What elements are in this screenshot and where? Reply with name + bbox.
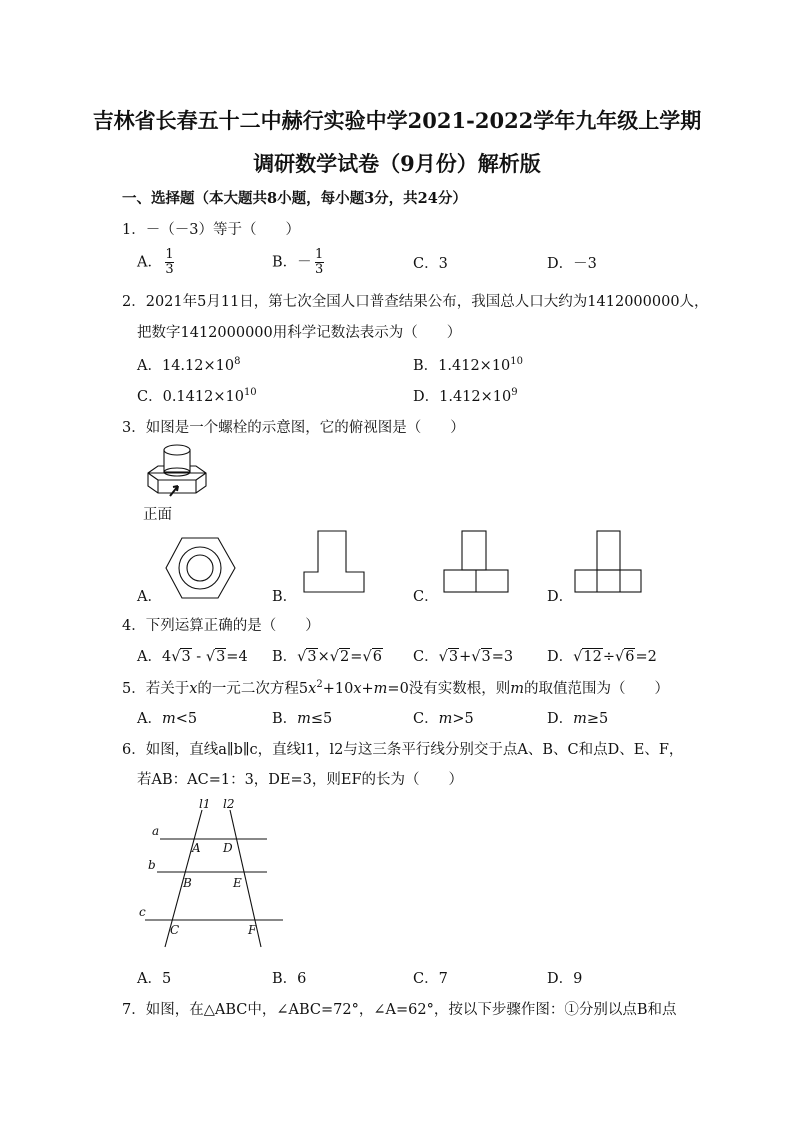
question-4-stem: 4．下列运算正确的是（ ）: [122, 618, 320, 634]
q3-option-a[interactable]: A．: [137, 589, 162, 605]
label-l1: l1: [199, 797, 211, 811]
question-6-stem-1: 6．如图，直线a∥b∥c，直线l1，l2与这三条平行线分别交于点A、B、C和点D、E、F，: [122, 742, 684, 758]
q1-option-a[interactable]: A． $\frac{1}{3}$: [137, 247, 174, 277]
page-title-line-1: 吉林省长春五十二中赫行实验中学2021-2022学年九年级上学期: [92, 108, 702, 133]
page-title-line-2: 调研数学试卷（9月份）解析版: [253, 151, 541, 176]
q6-option-c[interactable]: C．7: [413, 971, 448, 987]
point-C: C: [170, 923, 180, 937]
label-b: b: [148, 858, 156, 872]
question-2-stem-1: 2．2021年5月11日，第七次全国人口普查结果公布，我国总人口大约为1412000000人，: [122, 294, 709, 310]
section-heading: 一、选择题（本大题共8小题，每小题3分，共24分）: [122, 190, 467, 207]
label-a: a: [152, 824, 160, 838]
q2-option-d[interactable]: D．$1.412\times 10^9$: [413, 387, 518, 405]
question-2-stem-2: 把数字1412000000用科学记数法表示为（ ）: [137, 325, 462, 341]
question-1-stem: 1．－（－3）等于（ ）: [122, 222, 300, 238]
label-l2: l2: [223, 797, 235, 811]
q4-option-d[interactable]: D．√12÷√6=2: [547, 649, 657, 665]
q1-option-d[interactable]: D．－3: [547, 256, 597, 272]
q4-option-a[interactable]: A．4√3 - √3=4: [137, 649, 248, 665]
q4-option-b[interactable]: B．√3×√2=√6: [272, 649, 382, 665]
q2-option-a[interactable]: A．$14.12\times 10^8$: [137, 356, 241, 374]
fraction: $\frac{1}{3}$: [165, 247, 174, 277]
question-3-stem: 3．如图是一个螺栓的示意图，它的俯视图是（ ）: [122, 420, 465, 436]
three-box-figure: [574, 530, 642, 594]
q3-option-d[interactable]: D．: [547, 589, 574, 605]
q5-option-c[interactable]: C．m>5: [413, 711, 474, 727]
parallel-lines-diagram: [135, 797, 295, 957]
question-7-stem: 7．如图，在△ABC中，∠ABC=72°，∠A=62°，按以下步骤作图：①分别以点B和点: [122, 1002, 677, 1018]
q3-option-b[interactable]: B．: [272, 589, 298, 605]
front-view-label: 正面: [143, 507, 172, 523]
question-5-stem: 5．若关于x的一元二次方程$5x^2+10x+m=0$没有实数根，则m的取值范围为（ ）: [122, 679, 670, 697]
point-B: B: [183, 876, 192, 890]
label-c: c: [139, 905, 146, 919]
q1-option-b[interactable]: B．－ $\frac{1}{3}$: [272, 247, 324, 277]
q5-option-a[interactable]: A．m<5: [137, 711, 198, 727]
q5-option-d[interactable]: D．m≥5: [547, 711, 609, 727]
q6-option-b[interactable]: B．6: [272, 971, 307, 987]
q1-option-c[interactable]: C．3: [413, 256, 448, 272]
q2-option-b[interactable]: B．$1.412\times 10^{10}$: [413, 356, 524, 374]
two-box-figure: [443, 530, 509, 594]
point-F: F: [248, 923, 257, 937]
point-A: A: [192, 841, 201, 855]
q3-option-c[interactable]: C．: [413, 589, 439, 605]
question-6-stem-2: 若AB：AC=1：3，DE=3，则EF的长为（ ）: [137, 772, 464, 788]
fraction: $\frac{1}{3}$: [315, 247, 324, 277]
point-D: D: [223, 841, 233, 855]
q5-option-b[interactable]: B．m≤5: [272, 711, 333, 727]
point-E: E: [233, 876, 242, 890]
q4-option-c[interactable]: C．√3+√3=3: [413, 649, 514, 665]
q6-option-a[interactable]: A．5: [137, 971, 172, 987]
t-shape-figure: [303, 530, 365, 594]
hexagon-nut-figure: [165, 536, 237, 600]
q6-option-d[interactable]: D．9: [547, 971, 583, 987]
q2-option-c[interactable]: C．$0.1412\times 10^{10}$: [137, 387, 257, 405]
